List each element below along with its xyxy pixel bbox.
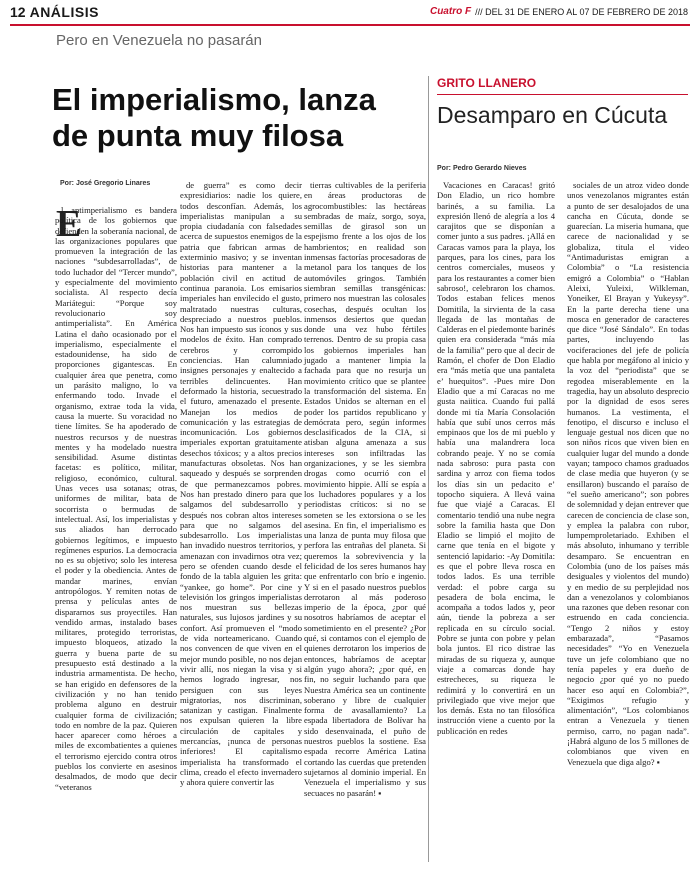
side-byline: Por: Pedro Gerardo Nieves [437, 165, 527, 172]
main-kicker: Pero en Venezuela no pasarán [56, 32, 262, 49]
main-byline: Por: José Gregorio Linares [60, 180, 151, 187]
side-col2-text: sociales de un atroz video donde unos venezolanos migrantes están a punto de ser desalojados de una cancha en Cúcuta, donde se guarecían. La miseria humana, que carece de nacionalidad y se globaliza, titula el video “Antimaduristas emigran a Colombia” o “La resistencia emigró a Colombia” o “Hablan Aleixi, Yuleixi, Wilkleman, Yoneiker, El Brayan y Yukeysy”. En la parte derecha tiene una mosca en generador de caracteres que dice “José Sándalo”. En todas partes, incluyendo las vociferaciones del jefe de policía que habla por megáfono al inicio y la voz del “periodista” que se regodea miserablemente en la tragedia, hay un absoluto desprecio por la dignidad de esos seres humanos. La vestimenta, el fenotipo, el discurso e incluso el lenguaje gestual nos dicen que no son niños ricos que viven bien en cualquier lugar del mundo a donde vayan; tampoco chamos graduados de clase media que huyeron (y se ensillaron) buscando el paraíso de “el sueño americano”; son pobres de solemnidad y dejan entrever que carecen de conciencia de clase son, y emplea la palabra con rubor, lumpemproletariado. Exhiben el más absoluto, inhumano y terrible desamparo. Se encuentran en Colombia (uno de los países más desiguales y violentos del mundo) y en medio de su perplejidad nos dan a venezolanos y colombianos una razones que deben resonar con estruendo en cada conciencia. “Tengo 2 niños y estoy embarazada”, “Pasamos necesidades” “Yo en Venezuela tuve un jefe colombiano que no tenía papeles y era dueño de negocio ¿por qué yo no puedo hacer eso aquí en Colombia?”, “Exigimos refugio y alimentación”, “Los colombianos entran a Venezuela y tienen permiso, carro, no pagan nada”. ¡Habrá alguno de los 5 millones de colombianos que viven en Venezuela que diga algo? ▪ [567, 180, 689, 767]
side-column-2 [567, 180, 689, 767]
side-col1-text: Vacaciones en Caracas! gritó Don Eladio, un rico hombre barinés, a su familia. La expresión llenó de alegría a los 4 carajitos que se disponían a comer junto a sus padres. ¡Allá en Caracas vamos para la playa, los parques, para los cines, para los centros comerciales, museos y para los restaurantes a comer bien sabroso!, celebraron los chamos. Todos estaban felices menos Domitila, la sirvienta de la casa llegada de las montañas de Calderas en el piedemonte barinés quien era considerada “más mía de la familia” pero que al decir de Ramón, el chofer de Don Eladio era “más metía que una pantaleta e’ huequitos”. -Pues mire Don Eladio que a mí Caracas no me gusta naiitica. Cuando fui pallá donde mi tía María Consolación había que subí unos cerros más empinaos que los de mi pueblo y había una malandrera loca cobrando peaje. Y no se comía nada sabroso: pura pasta con sardina y arroz con fiema todos los días sin un pedacito e’ topocho siquiera. A llevá vaina fue que viajé a Caracas. El comentario tendió una nube negra sobre la familia hasta que Don Eladio se limpió el mojito de carne que tenía en el bigote y sentenció lapidario: -Ay Domitila: es que el pobre lleva rosca en todos lados. Es una terrible verdad: el pobre carga su pesadera de bola encima, le acompaña a todos lados y, peor aún, tiende la pobreza a ser replicada en su círculo social. Pobre se junta con pobre y pelan bola juntos. El rico distrae las miradas de su riqueza y, aunque viaje a comarcas donde hay estrecheces, su riqueza le redimirá y lo convertirá en un privilegiado que vive mejor que los demás. Esta no tan filosófica instrucción viene a cuento por la publicación en redes [437, 180, 555, 736]
date-range: /// DEL 31 DE ENERO AL 07 DE FEBRERO DE 2018 [475, 6, 688, 17]
main-col2-text: de guerra” es como decir expresidiarios: nadie los quiere, todos desconfían. Además, los imperialistas manipulan a su propia ciudadanía con falsedades acerca de supuestos enemigos de la patria que fabrican armas de exterminio masivo; y se inventan historias para mantener a la población civil en actitud de continua paranoia. Los emisarios imperiales han envilecido el gusto, maltratado nuestras culturas, despreciado a nuestros pueblos. Nos han impuesto sus íconos y sus modelos de éxito. Han comprado cerebros y corrompido conciencias. Han calumniado insignes personajes y enaltecido a terribles delincuentes. Han deformado la historia, secuestrado el futuro, amenazado el presente. Manejan los medios de comunicación y las estrategias de incomunicación. Los gobiernos imperiales exportan gratuitamente desechos tóxicos; y a altos precios manufacturas obsoletas. Nos han saqueado y después se sorprenden de que permanezcamos pobres. Nos han prestado dinero para que salgamos del subdesarrollo y después nos cobran altos intereses para que no salgamos del subdesarrollo. Los imperialistas han invadido nuestros territorios, y amenazan con invadirnos otra vez; pero se ofenden cuando desde el fondo de la tabla alguien les grita: “yankee, go home”. Por cine y televisión los gringos imperialistas nos muestran sus bellezas naturales, sus lujosos jardines y su confort. Así promueven el “modo de vida norteamericano. Cuando nos convencen de que viven en el mejor mundo posible, no nos dejan vivir allí, nos niegan la visa y si hemos logrado ingresar, nos persiguen con sus leyes migratorias, nos discriminan, satanizan y castigan. Finalmente nos expulsan quieren la libre circulación de capitales y mercancías, ¡nunca de personas inferiores! El capitalismo imperialista ha transformado el clima, creado el efecto invernadero y ahora quiere convertir las [180, 180, 302, 788]
side-kicker-divider [437, 94, 688, 95]
publication-logo: Cuatro F [429, 6, 472, 17]
main-column-3 [304, 180, 426, 798]
drop-cap: E [56, 203, 82, 245]
page-number: 12 ANÁLISIS [10, 4, 99, 20]
main-col1-text: l antimperialismo es bandera política de los gobiernos que defienden la soberanía nacional, de las organizaciones populares que promueven la integración de las naciones “subdesarrolladas”, de todo luchador del “Tercer mundo”, y especialmente del movimiento socialista. Al respecto decía Mariátegui: “Porque soy revolucionario soy antimperialista”. En América Latina el daño ocasionado por el imperialismo, especialmente el estadounidense, ha sido de proporciones gigantescas. En cualquier área que penetra, como un parásito maligno, lo va enfermando todo. Invade el organismo, extrae toda la vida, causa la muerte. Su voracidad no tiene límites. Se ha apoderado de nuestros recursos y de nuestras mentes y ha modelado nuestra sensibilidad. Asume distintas facetas: es político, militar, religioso, económico, cultural. Unas veces usa sotanas; otras, uniformes de militar, bata de socorrista o bermudas de intelectual. Así, los imperialistas y sus aliados han derrocado gobiernos legítimos, e impuesto regímenes espurios. La democracia no es su objetivo; solo les interesa el poder y la obediencia. Antes de mandar marines, envían antropólogos. Y remiten notas de prensa y películas antes de dispararnos sus proyectiles. Han vendido armas, instalado bases militares, protegido terroristas, impuesto bloqueos, atizado la guerra y buena parte de su presupuesto está destinado a la industria armamentista. De hecho, se han erigido en defensores de la civilización y no han tenido problema alguno en destruir cualquier forma de civilización; todo en nombre de la paz. Quieren hacer aparecer como héroes a miles de excombatientes a quienes el terrorismo ejercido contra otros pueblos los convierte en asesinos desalmados, de modo que decir “veteranos [55, 205, 177, 792]
main-col3-text: tierras cultivables de la periferia en áreas productoras de agrocombustibles: las hectáreas sembradas de maíz, sorgo, soya, semillas de girasol son un espejismo frente a los ojos de los hambrientos; en realidad son inmensas factorías procesadoras de metanol para los tanques de los automóviles gringos. También siembran semillas transgénicas: primero nos muestran las colosales cosechas, después ocultan los inmensos desiertos que quedan donde una vez hubo fértiles terrenos. Dentro de su propia casa los gobiernos imperiales han jugado a mantener limpia la fachada para que no resurja un movimiento crítico que se plantee la transformación del sistema. En Estados Unidos se alternan en el poder los partidos republicano y demócrata pero, según informes desclasificados de la CIA, si atisban alguna amenaza a sus intereses son infiltradas las organizaciones, y se les siembra drogas como ocurrió con el movimiento hippie. Allí se espía a los luchadores populares y a los periodistas críticos: si no se someten se les extorsiona o se les asesina. En fin, el imperialismo es una lanza de punta muy filosa que perfora las entrañas del planeta. Si queremos la sobrevivencia y la felicidad de los seres humanos hay que enfrentarlo con brío e ingenio. Y si en el pasado nuestros pueblos derrotaron al más poderoso imperio de la época, ¿por qué nosotros habríamos de aceptar el sometimiento en el presente? ¿Por qué, si contamos con el ejemplo de quienes derrotaron los imperios de entonces, habríamos de aceptar algún yugo ahora?; ¿por qué, en fin, no seguir luchando para que Nuestra América sea un continente soberano y libre de cualquier forma de avasallamiento? La espada libertadora de Bolívar ha sido desenvainada, el puño de nuestros pueblos la sostiene. Esa espada recorre América Latina cortando las cuerdas que pretenden sujetarnos al dominio imperial. En Venezuela el imperialismo y sus secuaces no pasarán! ▪ [304, 180, 426, 798]
section-name: ANÁLISIS [29, 4, 99, 20]
main-headline: El imperialismo, lanza de punta muy filosa [52, 82, 376, 153]
header-divider [10, 24, 690, 26]
column-divider [428, 76, 429, 862]
header-dateline [430, 6, 688, 17]
side-headline: Desamparo en Cúcuta [437, 102, 668, 128]
main-column-2 [180, 180, 302, 788]
side-kicker: GRITO LLANERO [437, 76, 537, 90]
side-column-1 [437, 180, 555, 736]
main-column-1 [55, 205, 177, 792]
